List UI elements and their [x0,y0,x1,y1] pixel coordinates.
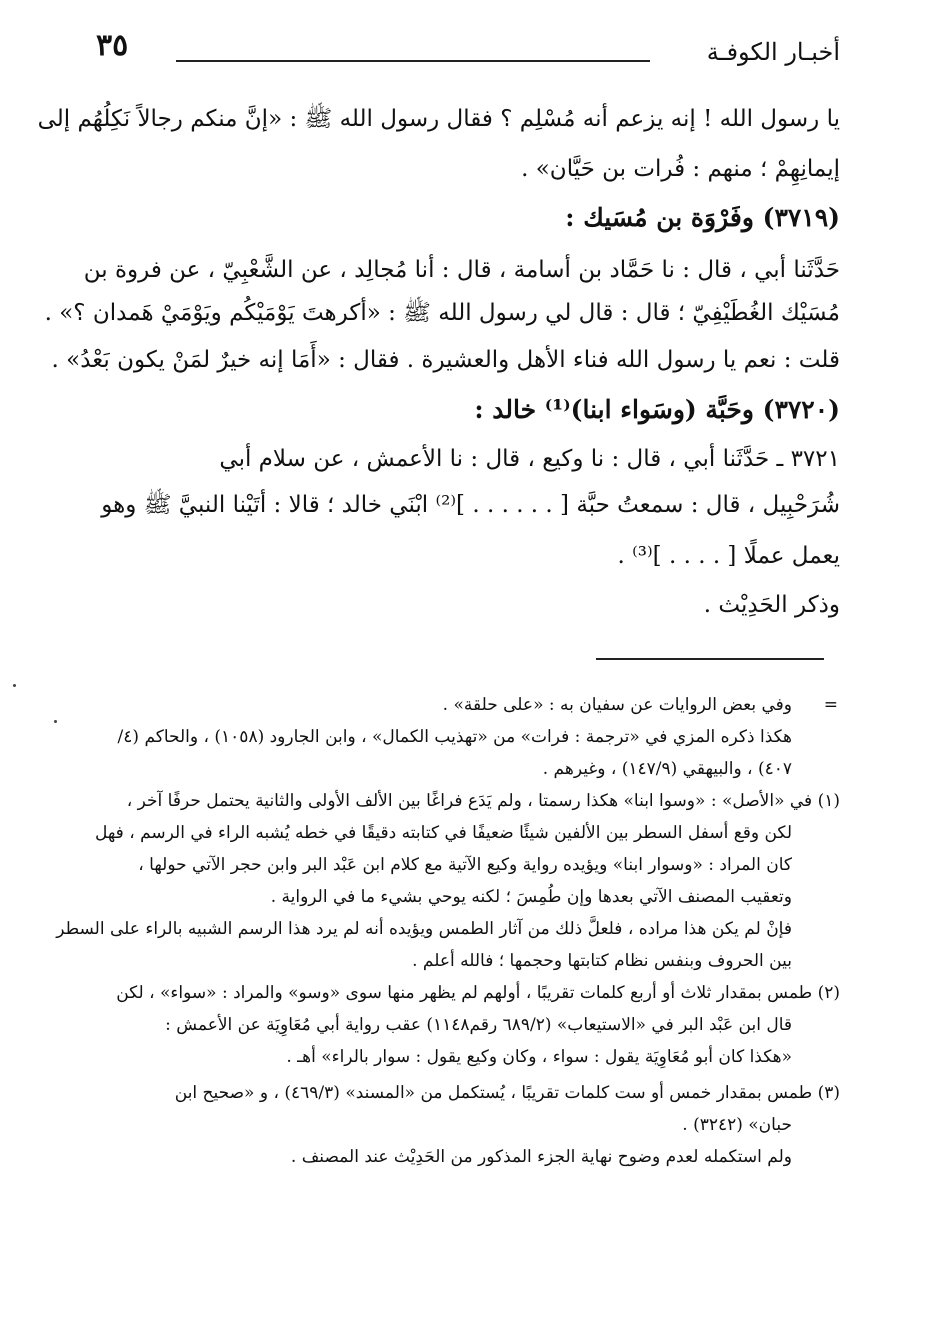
text-line: يعمل عملًا [ . . . . ]⁽³⁾ . [617,543,840,569]
footnote-3: (٣) طمس بمقدار خمس أو ست كلمات تقريبًا ، يُستكمل من «المسند» (٤٦٩/٣) ، و «صحيح ابن [174,1083,840,1103]
running-title: أخبـار الكوفـة [706,38,840,66]
footnote-1: (١) في «الأصل» : «وسوا ابنا» هكذا رسمتا ، ولم يَدَع فراغًا بين الألف الأولى والثانية يحتمل حرفًا آخر ، [126,791,840,811]
footnote-line: وفي بعض الروايات عن سفيان به : «على حلقة» . [442,695,792,715]
footnote-line: فإنْ لم يكن هذا مراده ، فلعلَّ ذلك من آثار الطمس ويؤيده أنه لم يرد هذا الرسم الشبيه بالراء على السطر [56,919,792,939]
continuation-marker: = [823,695,838,715]
footnote-line: هكذا ذكره المزي في «ترجمة : فرات» من «تهذيب الكمال» ، وابن الجارود (١٠٥٨) ، والحاكم (٤/ [117,727,792,747]
entry-heading: (٣٧١٩) وفَرْوَة بن مُسَيك : [565,203,840,232]
text-line: وذكر الحَدِيْث . [703,592,840,618]
scan-speck [13,684,16,687]
header-rule [176,60,650,62]
text-line: شُرَحْبِيل ، قال : سمعتُ حبَّة [ . . . . . . ]⁽²⁾ ابْنَي خالد ؛ قالا : أتَيْنا النبيَّ ﷺ وهو [101,492,840,518]
footnote-line: لكن وقع أسفل السطر بين الألفين شيئًا ضعيفًا في كتابته دقيقًا في خطه يُشبه الراء في الرسم ، فهل [94,823,792,843]
text-line: قلت : نعم يا رسول الله فناء الأهل والعشيرة . فقال : «أَمَا إنه خيرٌ لمَنْ يكون بَعْدُ» . [51,347,840,373]
footnote-rule [596,658,824,660]
footnote-line: بين الحروف وبنفس نظام كتابتها وحجمها ؛ فالله أعلم . [412,951,792,971]
footnote-line: حبان» (٣٢٤٢) . [682,1115,792,1135]
text-line: ٣٧٢١ ـ حَدَّثَنا أبي ، قال : نا وكيع ، قال : نا الأعمش ، عن سلام أبي [219,446,840,472]
footnote-line: ٤٠٧) ، والبيهقي (١٤٧/٩) ، وغيرهم . [542,759,792,779]
text-line: حَدَّثَنا أبي ، قال : نا حَمَّاد بن أسامة ، قال : أنا مُجالِد ، عن الشَّعْبِيّ ، عن فروة بن [83,257,840,283]
page-number: ٣٥ [96,28,129,63]
footnote-line: وتعقيب المصنف الآتي بعدها وإن طُمِسَ ؛ لكنه يوحي بشيء ما في الرواية . [270,887,792,907]
footnote-line: «هكذا كان أبو مُعَاوِيَة يقول : سواء ، وكان وكيع يقول : سوار بالراء» أهـ . [286,1047,792,1067]
text-line: يا رسول الله ! إنه يزعم أنه مُسْلِم ؟ فقال رسول الله ﷺ : «إنَّ منكم رجالاً نَكِلُهُم إلى [37,106,840,132]
footnote-line: ولم استكمله لعدم وضوح نهاية الجزء المذكور من الحَدِيْث عند المصنف . [290,1147,792,1167]
text-line: إيمانِهِمْ ؛ منهم : فُرات بن حَيَّان» . [521,156,840,182]
scan-speck [54,720,57,723]
entry-heading: (٣٧٢٠) وحَبَّة (وسَواء ابنا)⁽¹⁾ خالد : [474,395,840,424]
footnote-2: (٢) طمس بمقدار ثلاث أو أربع كلمات تقريبًا ، أولهم لم يظهر منها سوى «وسو» والمراد : «سواء» ، لكن [116,983,840,1003]
text-line: مُسَيْك الغُطَيْفِيّ ؛ قال : قال لي رسول الله ﷺ : «أكرهتَ يَوْمَيْكُم ويَوْمَيْ هَمدان ؟» . [44,300,840,326]
footnote-line: كان المراد : «وسوار ابنا» ويؤيده رواية وكيع الآتية مع كلام ابن عَبْد البر وابن حجر الآتي حولها ، [138,855,792,875]
footnote-line: قال ابن عَبْد البر في «الاستيعاب» (٦٨٩/٢ رقم١١٤٨) عقب رواية أبي مُعَاوِيَة عن الأعمش : [165,1015,792,1035]
